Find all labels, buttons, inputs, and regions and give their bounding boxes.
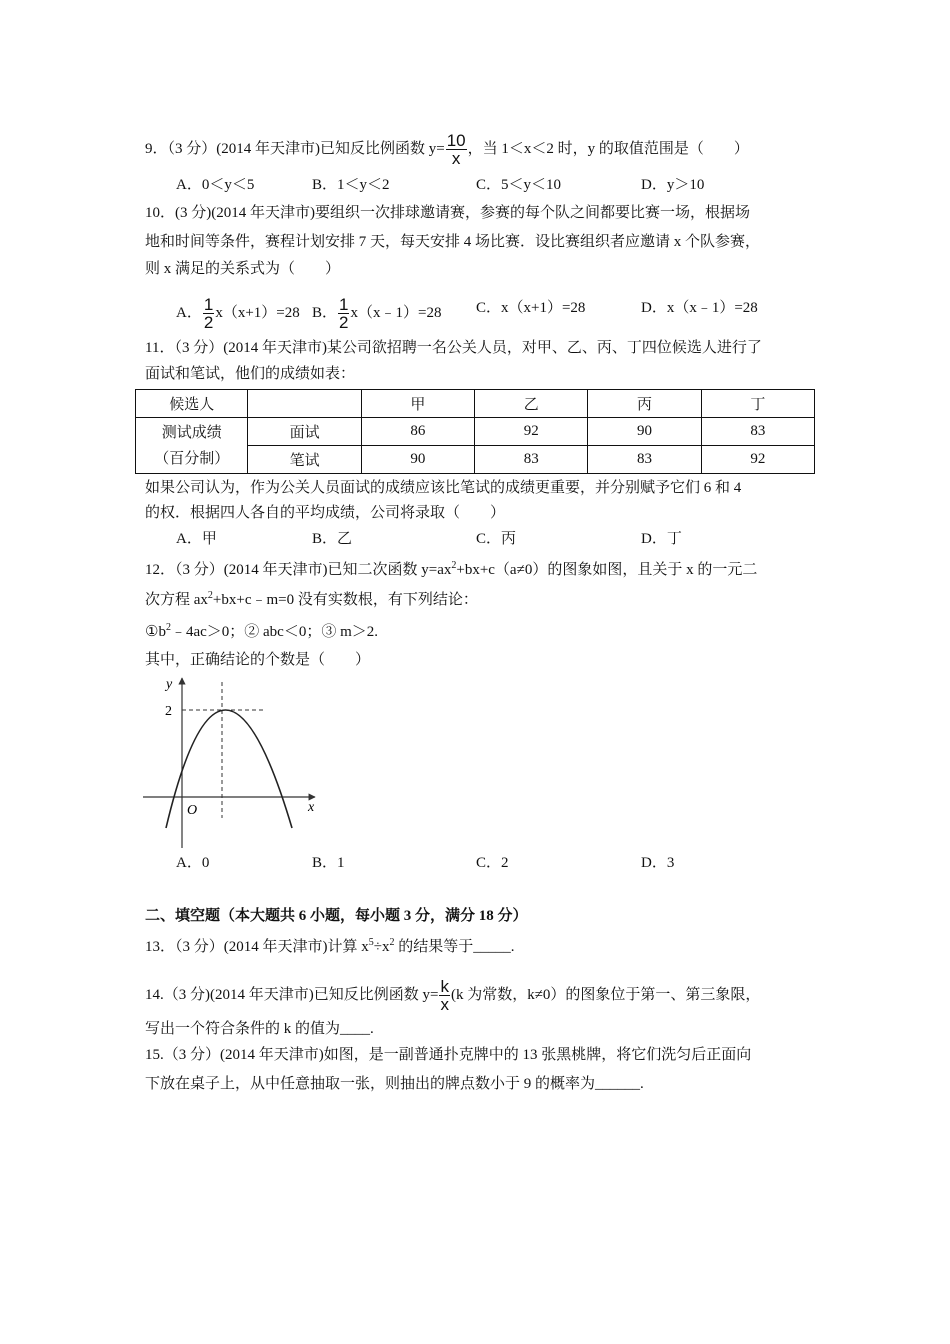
- q12-line-2b: +bx+c﹣m=0 没有实数根，有下列结论：: [212, 592, 478, 608]
- q12-line-1: [145, 560, 757, 580]
- section-2-title: 二、填空题（本大题共 6 小题，每小题 3 分，满分 18 分）: [145, 908, 528, 924]
- q10-option-a-den: 2: [203, 313, 214, 332]
- q9-stem-pre: 9．（3 分）(2014 年天津市)已知反比例函数 y=: [145, 140, 445, 157]
- q11-after-line-2: 的权．根据四人各自的平均成绩，公司将录取（ ）: [145, 505, 506, 521]
- q11-line-1: 11．（3 分）(2014 年天津市)某公司欲招聘一名公关人员，对甲、乙、丙、丁四位候选人进行了: [145, 340, 762, 356]
- q10-option-a-label: A．: [176, 304, 202, 321]
- q14-pre: 14.（3 分)(2014 年天津市)已知反比例函数 y=: [145, 986, 439, 1003]
- table-header-candidate: 乙: [475, 390, 588, 418]
- q13-mid: ÷x: [373, 939, 390, 955]
- q12-option-d: D．3: [641, 855, 675, 871]
- q14-line-1: [145, 978, 760, 1013]
- q13-stem: [145, 937, 515, 957]
- q10-option-b-expr: x（x﹣1）=28: [350, 304, 442, 321]
- q12-option-c: C．2: [476, 855, 509, 871]
- q12-option-a: A．0: [176, 855, 210, 871]
- table-cell: 90: [588, 418, 701, 446]
- q9-option-c: C．5＜y＜10: [476, 177, 562, 193]
- q9-stem-post: ，当 1＜x＜2 时，y 的取值范围是（ ）: [467, 140, 749, 157]
- q10-option-a-num: 1: [203, 295, 214, 314]
- table-cell: 83: [701, 418, 814, 446]
- q9-fraction-num: 10: [446, 131, 466, 150]
- max-value-label: 2: [165, 704, 172, 719]
- table-cell: 86: [361, 418, 474, 446]
- table-row: [136, 418, 815, 446]
- q9-fraction-den: x: [451, 149, 461, 168]
- table-row-label: 面试: [248, 418, 361, 446]
- q9-stem: [145, 132, 749, 167]
- q10-option-b: [312, 296, 441, 331]
- q11-after-line-1: 如果公司认为，作为公关人员面试的成绩应该比笔试的成绩更重要，并分别赋予它们 6 和 4: [145, 480, 742, 496]
- q10-option-b-label: B．: [312, 304, 338, 321]
- q11-option-b: B．乙: [312, 531, 353, 547]
- q12-line-3b: ﹣4ac＞0；② abc＜0；③ m＞2.: [170, 624, 379, 640]
- q12-line-4: 其中，正确结论的个数是（ ）: [145, 652, 371, 668]
- q10-option-b-num: 1: [339, 295, 349, 314]
- q10-option-b-fraction: [338, 296, 349, 331]
- q14-line-2: 写出一个符合条件的 k 的值为____.: [145, 1021, 374, 1037]
- table-group-label-line-2: （百分制）: [154, 450, 230, 467]
- q10-option-d: D．x（x﹣1）=28: [641, 300, 758, 316]
- q14-fraction-den: x: [440, 995, 449, 1014]
- q12-sup-1: 2: [451, 560, 457, 571]
- q10-option-b-den: 2: [339, 313, 349, 332]
- q10-line-2: 地和时间等条件，赛程计划安排 7 天，每天安排 4 场比赛．设比赛组织者应邀请 x 个队参赛，: [145, 234, 761, 250]
- q13-pre: 13．（3 分）(2014 年天津市)计算 x: [145, 939, 369, 955]
- q12-sup-2: 2: [207, 590, 213, 601]
- q12-line-3: [145, 622, 378, 642]
- table-header-candidate: 丁: [701, 390, 814, 418]
- q10-option-a: [176, 296, 300, 331]
- table-header-label: 候选人: [136, 390, 248, 418]
- table-cell: 92: [475, 418, 588, 446]
- q15-line-1: 15.（3 分）(2014 年天津市)如图，是一副普通扑克牌中的 13 张黑桃牌，将它们洗匀后正面向: [145, 1047, 752, 1063]
- q9-option-d: D．y＞10: [641, 177, 705, 193]
- q11-option-d: D．丁: [641, 531, 682, 547]
- table-row-label: 笔试: [248, 446, 361, 474]
- q12-sup-3: 2: [165, 622, 171, 633]
- q11-option-c: C．丙: [476, 531, 517, 547]
- q9-fraction: [446, 132, 467, 167]
- table-group-label-line-1: 测试成绩: [161, 424, 222, 441]
- q10-line-1: 10．(3 分)(2014 年天津市)要组织一次排球邀请赛，参赛的每个队之间都要比赛一场，根据场: [145, 205, 750, 221]
- table-header-row: [136, 390, 815, 418]
- q10-option-c: C．x（x+1）=28: [476, 300, 586, 316]
- q12-line-2a: 次方程 ax: [145, 592, 208, 608]
- table-cell: 92: [701, 446, 814, 474]
- q12-line-1a: 12．（3 分）(2014 年天津市)已知二次函数 y=ax: [145, 562, 452, 578]
- q13-sup-2: 2: [389, 937, 395, 948]
- origin-label: O: [187, 803, 198, 818]
- score-table: [135, 389, 815, 474]
- q12-line-2: [145, 590, 478, 610]
- q11-line-2: 面试和笔试，他们的成绩如表：: [145, 366, 356, 382]
- table-header-candidate: 丙: [588, 390, 701, 418]
- table-cell: 83: [588, 446, 701, 474]
- q12-line-1b: +bx+c（a≠0）的图象如图，且关于 x 的一元二: [456, 562, 758, 578]
- q12-option-b: B．1: [312, 855, 345, 871]
- q11-option-a: A．甲: [176, 531, 217, 547]
- table-cell: 83: [475, 446, 588, 474]
- q14-post: (k 为常数，k≠0）的图象位于第一、第三象限，: [450, 986, 761, 1003]
- q12-line-3a: ①b: [145, 624, 166, 640]
- q10-option-a-fraction: [203, 296, 214, 331]
- table-header-candidate: 甲: [361, 390, 474, 418]
- parabola-graph: [135, 670, 335, 850]
- q9-option-b: B．1＜y＜2: [312, 177, 390, 193]
- q13-post: 的结果等于_____.: [394, 939, 515, 955]
- q13-sup-1: 5: [368, 937, 374, 948]
- q15-line-2: 下放在桌子上，从中任意抽取一张，则抽出的牌点数小于 9 的概率为______.: [145, 1076, 644, 1092]
- x-axis-label: x: [308, 800, 315, 815]
- q9-option-a: A．0＜y＜5: [176, 177, 255, 193]
- q10-line-3: 则 x 满足的关系式为（ ）: [145, 261, 341, 277]
- table-cell: 90: [361, 446, 474, 474]
- q14-fraction-num: k: [440, 977, 449, 996]
- table-header-empty: [248, 390, 361, 418]
- q10-option-a-expr: x（x+1）=28: [215, 304, 300, 321]
- table-group-label: [136, 418, 248, 474]
- y-axis-label: y: [166, 677, 173, 692]
- q14-fraction: [439, 978, 450, 1013]
- parabola-curve: [166, 710, 292, 828]
